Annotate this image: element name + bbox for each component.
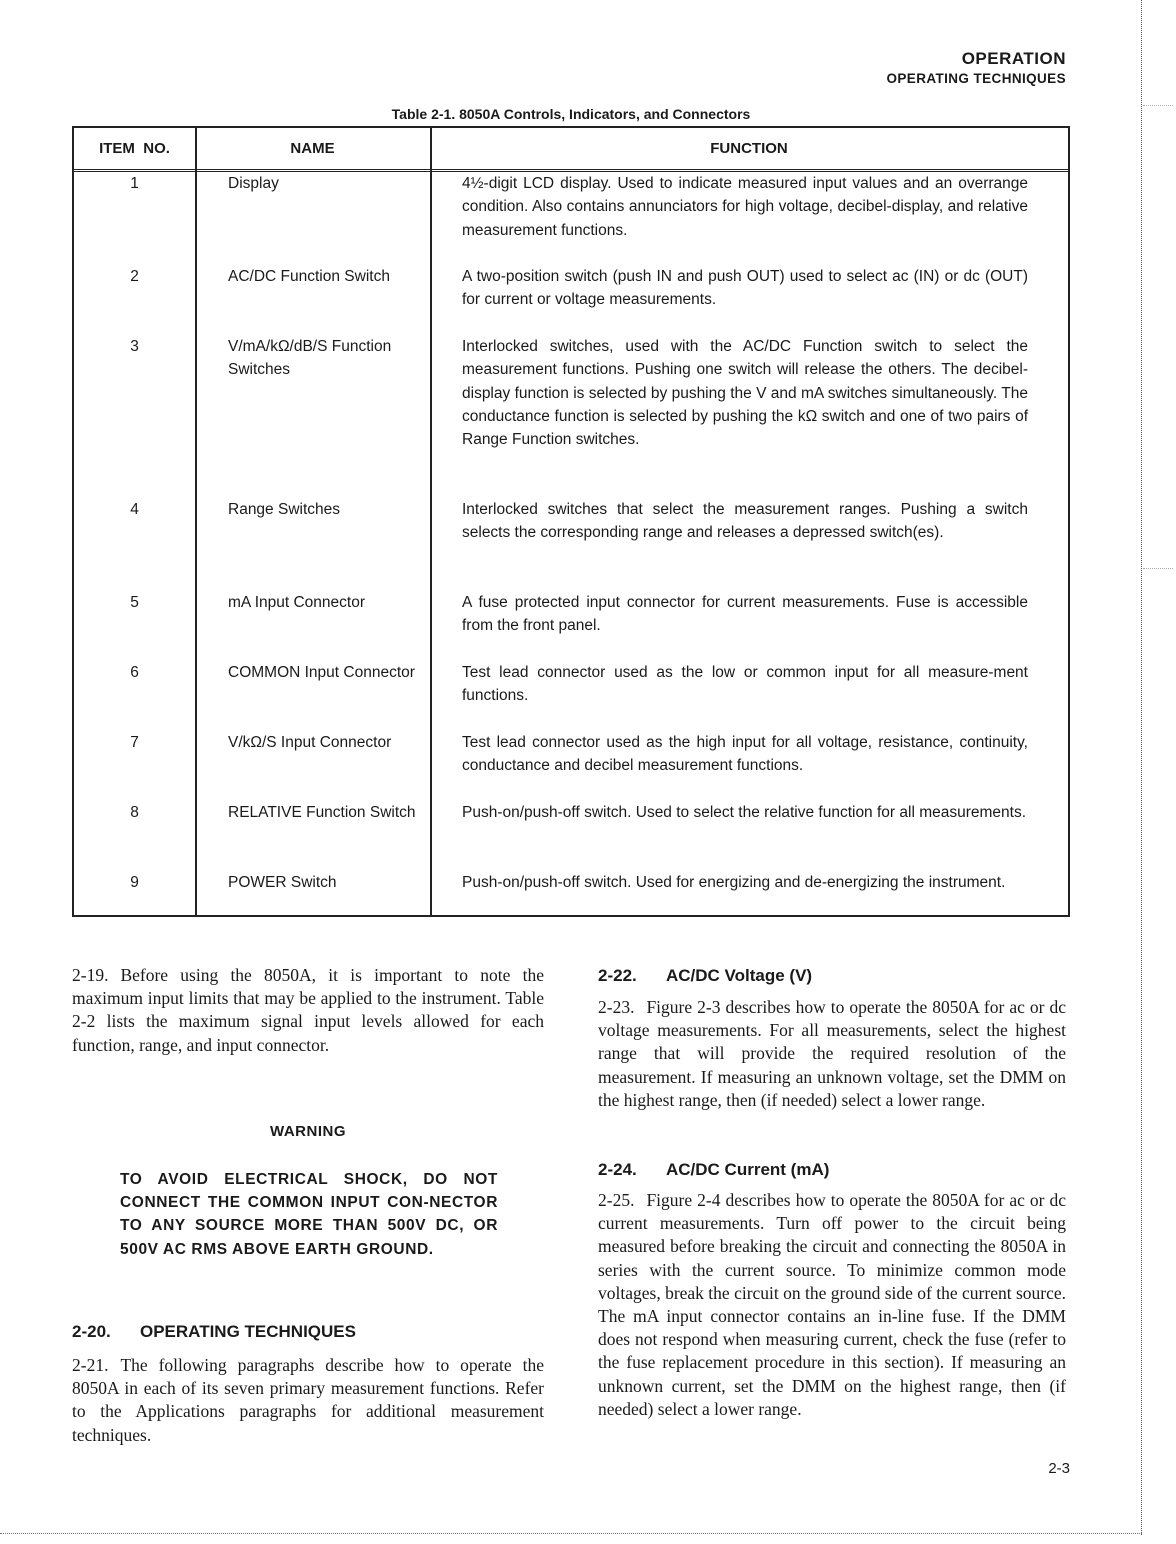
item-name: POWER Switch bbox=[228, 874, 337, 891]
column-divider bbox=[195, 128, 197, 915]
chapter-title: OPERATION bbox=[961, 49, 1066, 68]
header-name: NAME bbox=[290, 140, 335, 157]
section-number: 2-24. bbox=[598, 1160, 637, 1179]
scan-edge-bottom bbox=[0, 1533, 1142, 1534]
section-number: 2-22. bbox=[598, 966, 637, 985]
page-number: 2-3 bbox=[1048, 1460, 1070, 1477]
item-function: Test lead connector used as the high input for all voltage, resistance, continuity, conductance and decibel measurement functions. bbox=[462, 734, 1028, 775]
paragraph-number: 2-21. bbox=[72, 1355, 109, 1375]
item-name: Display bbox=[228, 175, 279, 192]
running-head bbox=[886, 48, 1066, 88]
item-number: 5 bbox=[130, 594, 139, 611]
controls-table bbox=[72, 126, 1070, 917]
section-heading-2-20 bbox=[72, 1322, 356, 1342]
item-name: Range Switches bbox=[228, 501, 341, 518]
paragraph-number: 2-25. bbox=[598, 1190, 635, 1210]
paragraph-2-23 bbox=[598, 996, 1066, 1112]
paragraph-2-21 bbox=[72, 1354, 544, 1447]
item-number: 7 bbox=[130, 734, 139, 751]
header-function: FUNCTION bbox=[710, 140, 788, 157]
item-number: 8 bbox=[130, 804, 139, 821]
paragraph-text: Figure 2-4 describes how to operate the 8050A for ac or dc current measurements. Turn off power to the circuit being measured before breaking the circuit and connecting the 8050A in series with the current source. To minimize common mode voltages, break the circuit on the ground side of the current source. The mA input connector contains an in-line fuse. If the DMM does not respond when measuring current, check the fuse (refer to the fuse replacement procedure in this section). If measuring an unknown current, set the DMM on the highest range, then (if needed) select a lower range. bbox=[598, 1190, 1066, 1419]
header-item-no: ITEM NO. bbox=[99, 140, 170, 157]
item-function: Push-on/push-off switch. Used to select the relative function for all measurements. bbox=[462, 804, 1027, 821]
scan-edge-right bbox=[1141, 0, 1142, 1535]
paragraph-2-19 bbox=[72, 964, 544, 1057]
section-heading-2-24 bbox=[598, 1160, 829, 1180]
item-name: V/kΩ/S Input Connector bbox=[228, 734, 392, 751]
item-name: RELATIVE Function Switch bbox=[228, 804, 416, 821]
item-number: 2 bbox=[130, 268, 139, 285]
warning-title: WARNING bbox=[270, 1123, 346, 1140]
table-header bbox=[74, 128, 1068, 172]
section-heading-text: AC/DC Current (mA) bbox=[666, 1160, 830, 1179]
item-name: V/mA/kΩ/dB/S Function Switches bbox=[228, 338, 392, 379]
scan-edge-tick bbox=[1143, 105, 1173, 106]
table-caption: Table 2-1. 8050A Controls, Indicators, and Connectors bbox=[391, 106, 751, 122]
item-number: 4 bbox=[130, 501, 139, 518]
item-name: COMMON Input Connector bbox=[228, 664, 415, 681]
paragraph-2-25 bbox=[598, 1189, 1066, 1421]
scan-edge-tick bbox=[1143, 568, 1173, 569]
item-name: AC/DC Function Switch bbox=[228, 268, 390, 285]
section-number: 2-20. bbox=[72, 1322, 111, 1341]
warning-text: TO AVOID ELECTRICAL SHOCK, DO NOT CONNECT THE COMMON INPUT CON-NECTOR TO ANY SOURCE MORE THAN 500V DC, OR 500V AC RMS ABOVE EARTH GROUND. bbox=[120, 1171, 498, 1258]
section-heading-text: AC/DC Voltage (V) bbox=[666, 966, 813, 985]
paragraph-text: The following paragraphs describe how to operate the 8050A in each of its seven primary measurement functions. Refer to the Applications paragraphs for additional measurement techniques. bbox=[72, 1355, 544, 1445]
section-heading-2-22 bbox=[598, 966, 812, 986]
item-function: A two-position switch (push IN and push OUT) used to select ac (IN) or dc (OUT) for current or voltage measurements. bbox=[462, 268, 1028, 309]
item-function: Interlocked switches, used with the AC/DC Function switch to select the measurement functions. Pushing one switch will release the others. The decibel-display function is selected by pushing the V and mA switches simultaneously. The conductance function is selected by pushing the kΩ switch and one of two pairs of Range Function switches. bbox=[462, 338, 1028, 449]
section-title: OPERATING TECHNIQUES bbox=[886, 71, 1066, 86]
item-number: 1 bbox=[130, 175, 139, 192]
item-number: 3 bbox=[130, 338, 139, 355]
paragraph-number: 2-23. bbox=[598, 997, 635, 1017]
item-number: 6 bbox=[130, 664, 139, 681]
section-heading-text: OPERATING TECHNIQUES bbox=[140, 1322, 356, 1341]
item-function: A fuse protected input connector for current measurements. Fuse is accessible from the front panel. bbox=[462, 594, 1028, 635]
item-function: Test lead connector used as the low or common input for all measure-ment functions. bbox=[462, 664, 1028, 705]
item-name: mA Input Connector bbox=[228, 594, 365, 611]
item-function: Interlocked switches that select the measurement ranges. Pushing a switch selects the corresponding range and releases a depressed switch(es). bbox=[462, 501, 1028, 542]
paragraph-text: Figure 2-3 describes how to operate the 8050A for ac or dc voltage measurements. For all measurements, select the highest range that will provide the required resolution of the measurement. If measuring an unknown voltage, set the DMM on the highest range, then (if needed) select a lower range. bbox=[598, 997, 1066, 1110]
item-function: Push-on/push-off switch. Used for energizing and de-energizing the instrument. bbox=[462, 874, 1006, 891]
paragraph-text: Before using the 8050A, it is important to note the maximum input limits that may be applied to the instrument. Table 2-2 lists the maximum signal input levels allowed for each function, range, and input connector. bbox=[72, 965, 544, 1055]
column-divider bbox=[430, 128, 432, 915]
item-number: 9 bbox=[130, 874, 139, 891]
paragraph-number: 2-19. bbox=[72, 965, 109, 985]
item-function: 4½-digit LCD display. Used to indicate measured input values and an overrange condition. Also contains annunciators for high voltage, decibel-display, and relative measurement functions. bbox=[462, 175, 1028, 239]
